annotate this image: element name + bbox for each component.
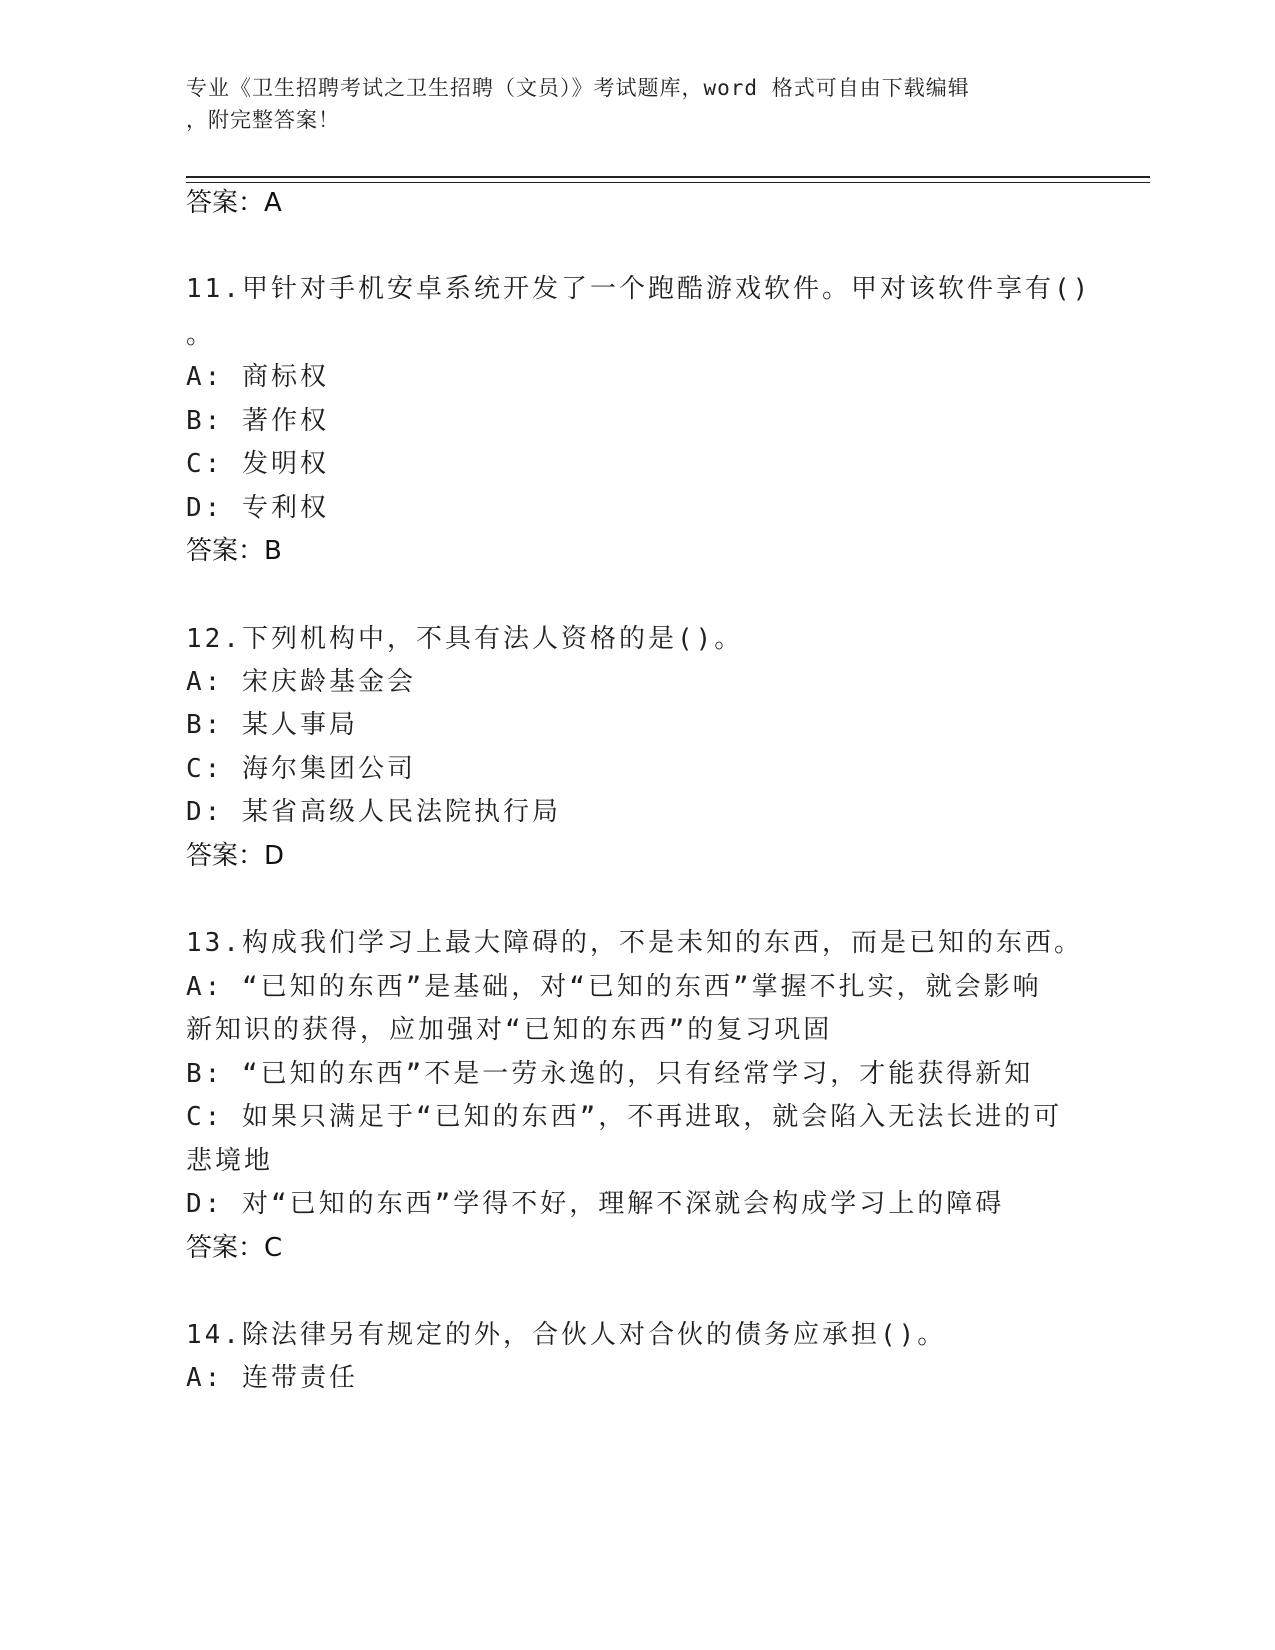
question-13-option-a: A: “已知的东西”是基础，对“已知的东西”掌握不扎实，就会影响 — [186, 972, 1042, 1002]
answer-q10: 答案：A — [186, 188, 282, 218]
question-13-option-c-cont: 悲境地 — [186, 1146, 274, 1176]
question-12-stem: 12.下列机构中，不具有法人资格的是()。 — [186, 624, 744, 654]
question-12-option-b: B: 某人事局 — [186, 710, 358, 740]
question-13-option-d: D: 对“已知的东西”学得不好，理解不深就会构成学习上的障碍 — [186, 1189, 1005, 1219]
answer-q13: 答案：C — [186, 1233, 283, 1263]
header-line-2: ，附完整答案！ — [186, 108, 340, 132]
question-14-option-a: A: 连带责任 — [186, 1363, 358, 1393]
question-13-stem: 13.构成我们学习上最大障碍的，不是未知的东西，而是已知的东西。 — [186, 928, 1083, 958]
question-11-option-c: C: 发明权 — [186, 449, 329, 479]
question-11-stem: 11.甲针对手机安卓系统开发了一个跑酷游戏软件。甲对该软件享有() — [186, 274, 1092, 304]
question-12-option-c: C: 海尔集团公司 — [186, 754, 416, 784]
answer-q12: 答案：D — [186, 841, 285, 871]
document-header — [186, 72, 1066, 136]
question-11-option-b: B: 著作权 — [186, 406, 329, 436]
answer-q11: 答案：B — [186, 536, 282, 566]
question-11-option-d: D: 专利权 — [186, 493, 329, 523]
question-11-stem-cont: 。 — [186, 320, 216, 350]
question-13-option-a-cont: 新知识的获得，应加强对“已知的东西”的复习巩固 — [186, 1015, 833, 1045]
question-13-option-c: C: 如果只满足于“已知的东西”，不再进取，就会陷入无法长进的可 — [186, 1102, 1063, 1132]
header-line-1: 专业《卫生招聘考试之卫生招聘（文员）》考试题库，word 格式可自由下载编辑 — [186, 76, 970, 100]
question-11-option-a: A: 商标权 — [186, 362, 329, 392]
question-14-stem: 14.除法律另有规定的外，合伙人对合伙的债务应承担()。 — [186, 1320, 947, 1350]
header-divider — [186, 176, 1150, 178]
header-divider-thin — [186, 182, 1150, 183]
question-12-option-d: D: 某省高级人民法院执行局 — [186, 797, 561, 827]
question-13-option-b: B: “已知的东西”不是一劳永逸的，只有经常学习，才能获得新知 — [186, 1059, 1034, 1089]
question-12-option-a: A: 宋庆龄基金会 — [186, 667, 416, 697]
